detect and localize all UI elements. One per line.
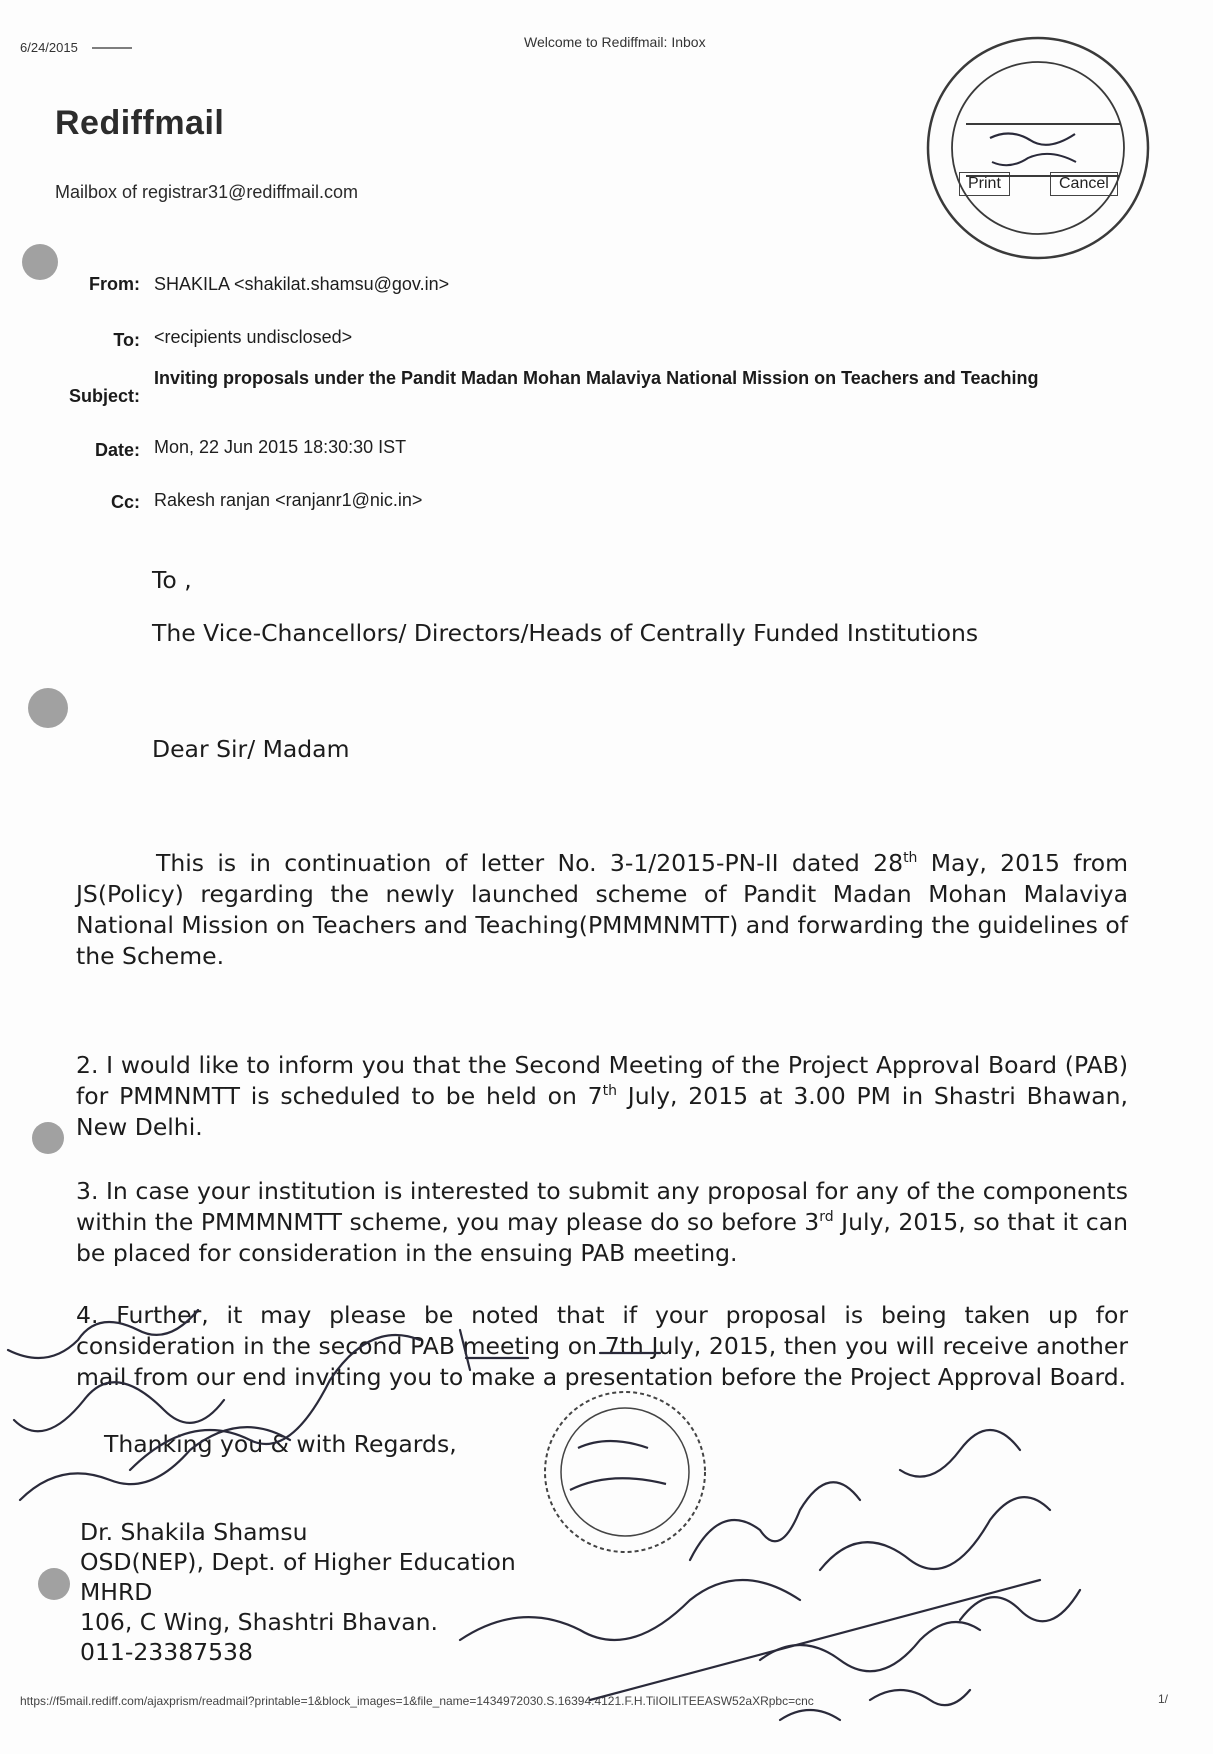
punch-hole-marks: [22, 244, 70, 1600]
paragraph-3-text-a: 3. In case your institution is interested to submit any proposal for any of the components within the PMMMNMTT scheme, you may please do so before 3: [76, 1177, 1128, 1236]
paragraph-2-text-a: 2. I would like to inform you that the Second Meeting of the Project Approval Board (PAB) for PMMNMTT is scheduled to be held on 7: [76, 1051, 1128, 1110]
paragraph-3-sup: rd: [819, 1209, 834, 1226]
to-value: <recipients undisclosed>: [154, 327, 353, 347]
cc-value: Rakesh ranjan <ranjanr1@nic.in>: [154, 490, 423, 510]
paragraph-1-text-a: This is in continuation of letter No. 3-1/2015-PN-II dated 28: [156, 849, 904, 877]
receipt-stamp-signature: [545, 1392, 705, 1552]
subject-label: Subject:: [68, 386, 140, 406]
signature-name: Dr. Shakila Shamsu: [80, 1518, 308, 1546]
cancel-button[interactable]: Cancel: [1050, 172, 1118, 196]
print-date: 6/24/2015: [20, 40, 78, 55]
print-page-title: Welcome to Rediffmail: Inbox: [524, 34, 706, 50]
rediffmail-logo: Rediffmail: [55, 104, 225, 142]
cc-label: Cc:: [110, 492, 140, 512]
from-value: SHAKILA <shakilat.shamsu@gov.in>: [154, 274, 450, 294]
paragraph-2-sup: th: [602, 1083, 617, 1100]
paragraph-4: 4. Further, it may please be noted that if your proposal is being taken up for consideration in the second PAB meeting on 7th July, 2015, then you will receive another mail from our end inviting you to make a presentation before the Project Approval Board.: [76, 1301, 1128, 1391]
signature-title: OSD(NEP), Dept. of Higher Education: [80, 1548, 516, 1576]
print-button[interactable]: Print: [959, 172, 1010, 196]
signature-org: MHRD: [80, 1578, 153, 1606]
signature-phone: 011-23387538: [80, 1638, 253, 1666]
paragraph-2-text-b: July, 2015 at 3.00 PM in Shastri Bhawan, New Delhi.: [76, 1082, 1128, 1141]
signature-address: 106, C Wing, Shashtri Bhavan.: [80, 1608, 438, 1636]
to-label: To:: [113, 330, 140, 350]
closing: Thanking you & with Regards,: [104, 1430, 457, 1458]
paragraph-1-sup: th: [903, 850, 918, 867]
from-label: From:: [89, 274, 140, 294]
paragraph-3-text-b: July, 2015, so that it can be placed for consideration in the ensuing PAB meeting.: [76, 1208, 1128, 1267]
paragraph-1-text-b: May, 2015 from JS(Policy) regarding the newly launched scheme of Pandit Madan Mohan Malaviya National Mission on Teachers and Teaching(PMMMNMTT) and forwarding the guidelines of the Scheme.: [76, 849, 1128, 970]
handwritten-notes: [8, 1310, 1080, 1720]
letter-salutation: Dear Sir/ Madam: [152, 735, 350, 763]
letter-addressee: The Vice-Chancellors/ Directors/Heads of Centrally Funded Institutions: [152, 619, 979, 647]
date-value: Mon, 22 Jun 2015 18:30:30 IST: [154, 437, 407, 457]
subject-value: Inviting proposals under the Pandit Madan Mohan Malaviya National Mission on Teachers and Teaching: [154, 368, 1039, 388]
print-page-number: 1/: [1158, 1692, 1169, 1706]
mailbox-label: Mailbox of registrar31@rediffmail.com: [55, 182, 359, 202]
letter-to: To ,: [152, 566, 192, 594]
date-label: Date:: [94, 440, 140, 460]
receipt-stamp-top-right: [928, 38, 1148, 258]
print-url: https://f5mail.rediff.com/ajaxprism/readmail?printable=1&block_images=1&file_name=1434972030.S.16394.4121.F.H.TiIOILITEEASW52aXRpbc=cnc: [20, 1694, 814, 1708]
